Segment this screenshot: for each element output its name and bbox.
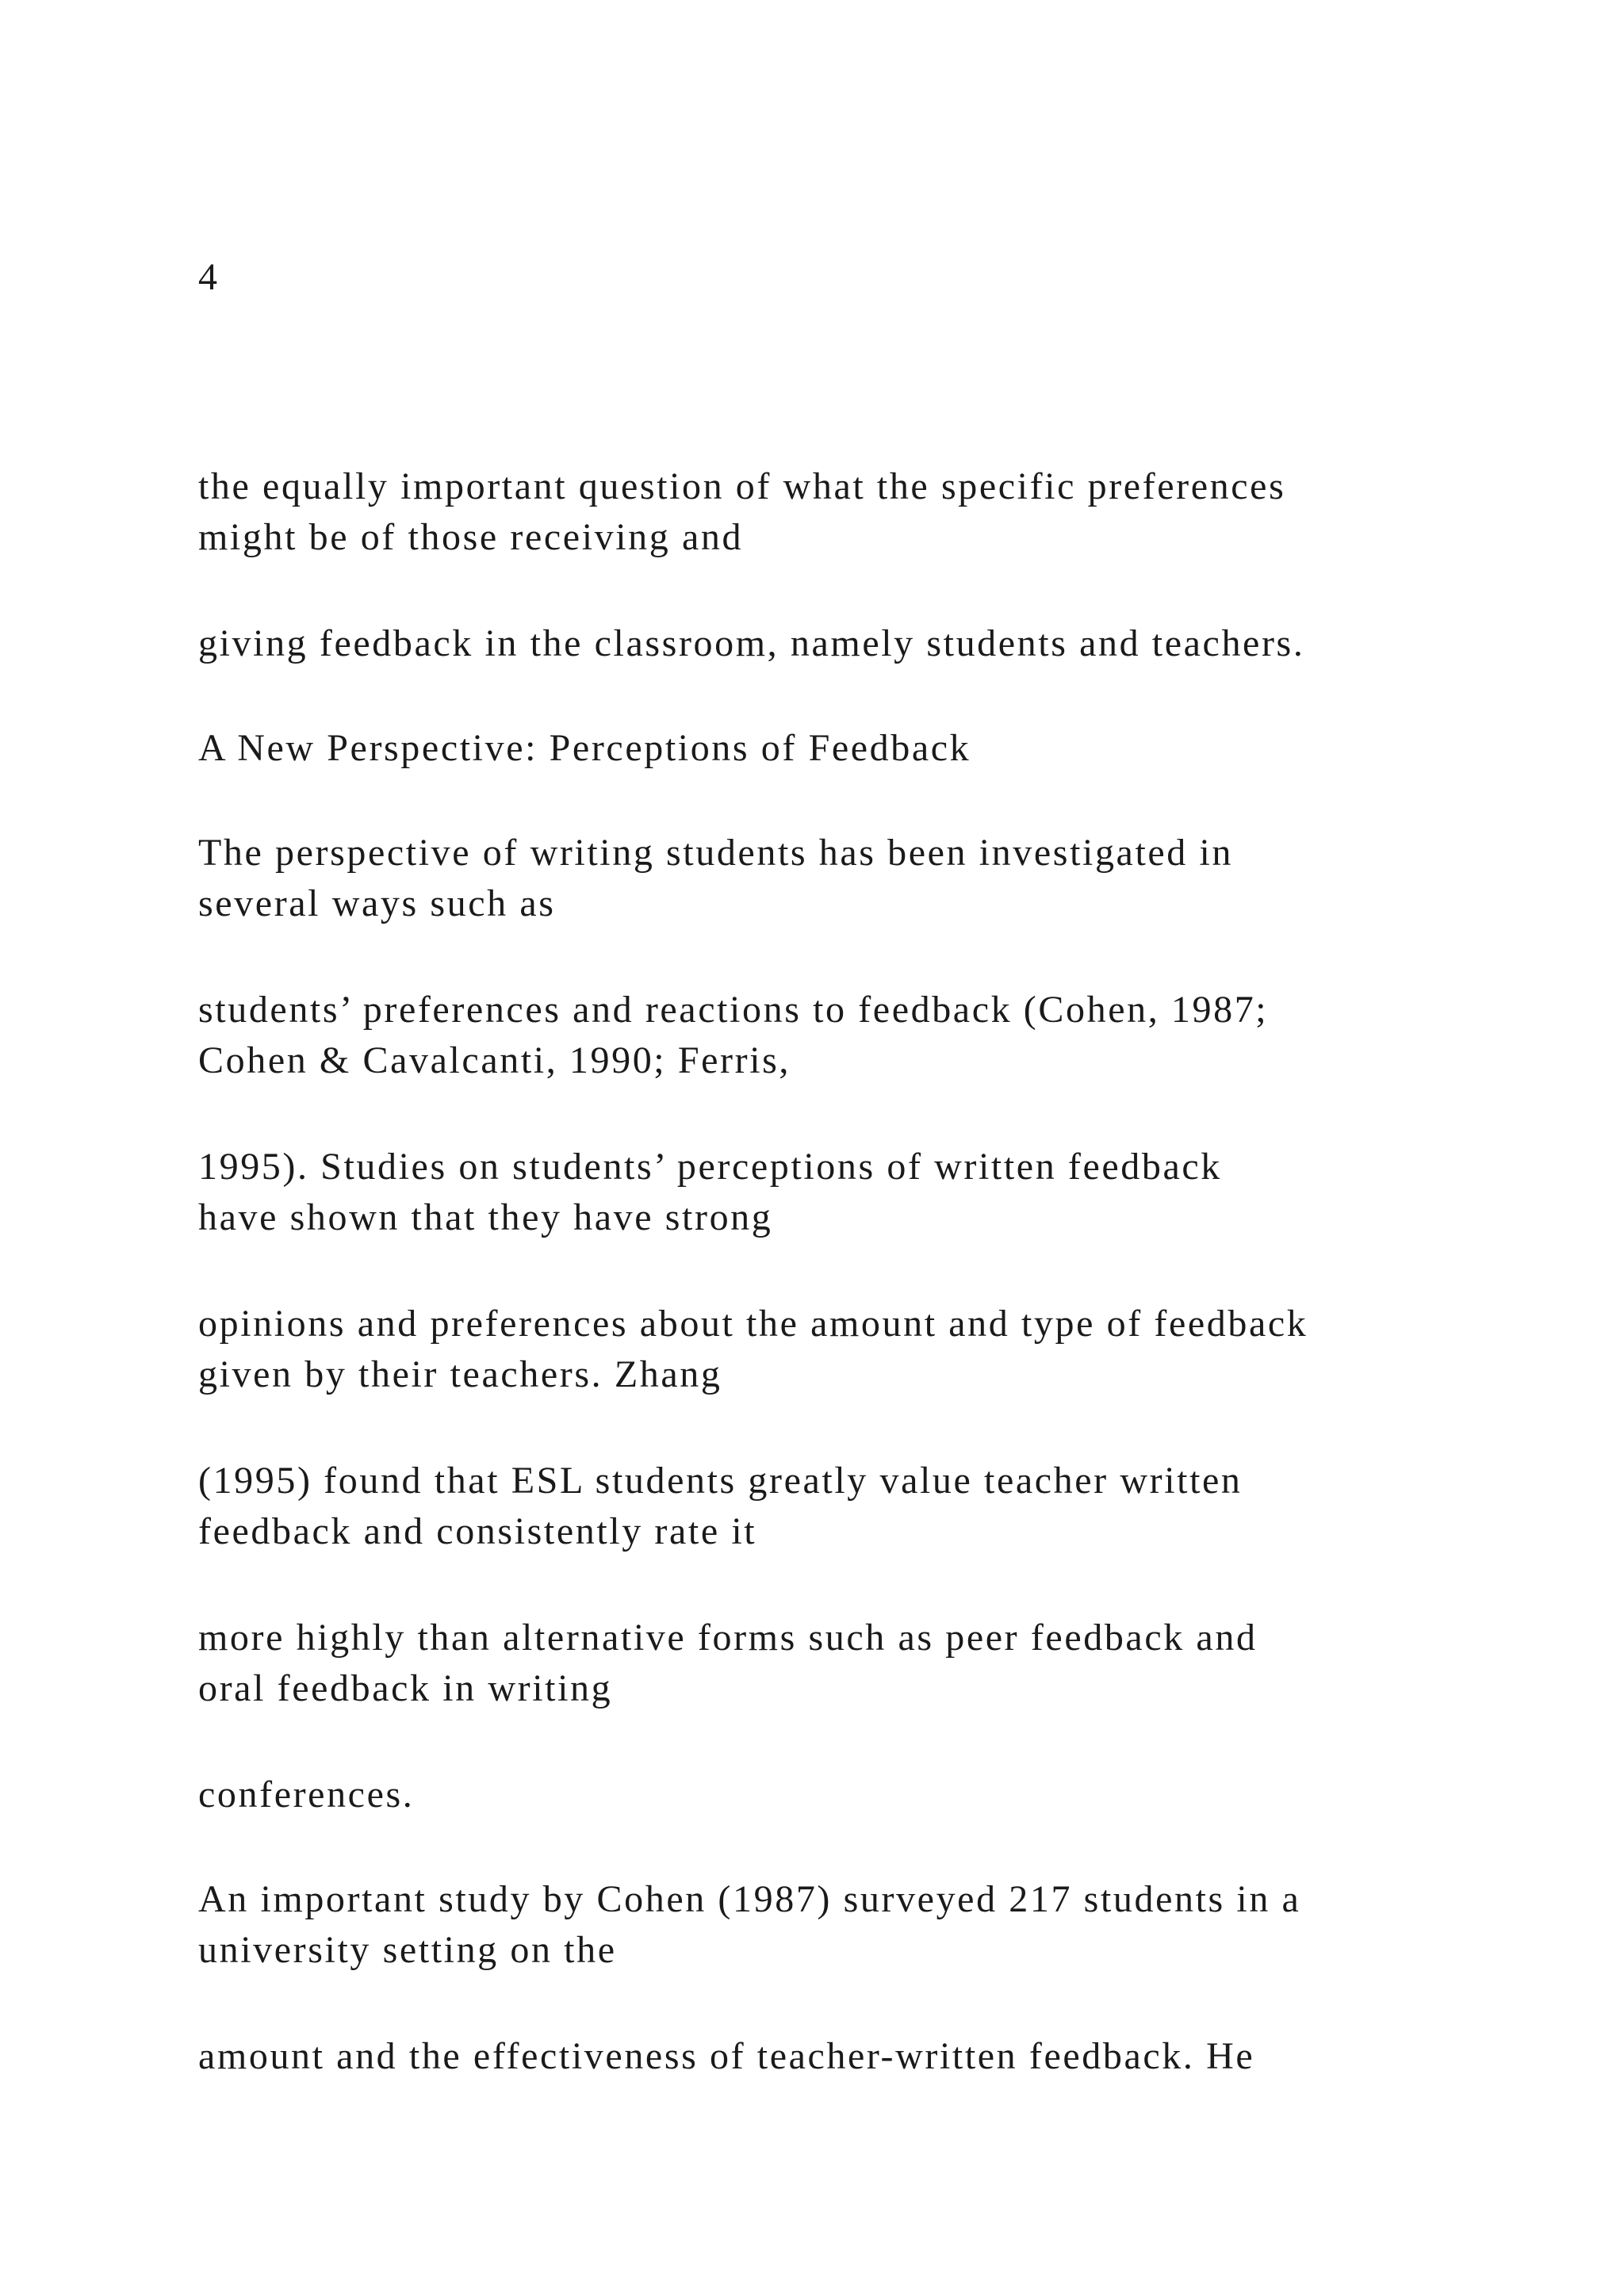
text-line: An important study by Cohen (1987) surveyed 217 students in a (198, 1878, 1301, 1920)
text-line: Cohen & Cavalcanti, 1990; Ferris, (198, 1039, 791, 1081)
text-line: more highly than alternative forms such as peer feedback and (198, 1617, 1258, 1659)
text-line: given by their teachers. Zhang (198, 1353, 722, 1395)
text-line: 1995). Studies on students’ perceptions of written feedback (198, 1146, 1222, 1188)
text-line: might be of those receiving and (198, 516, 744, 558)
text-line: have shown that they have strong (198, 1196, 773, 1238)
text-line: the equally important question of what the specific preferences (198, 465, 1286, 507)
text-line: students’ preferences and reactions to feedback (Cohen, 1987; (198, 989, 1269, 1031)
text-line: amount and the effectiveness of teacher-written feedback. He (198, 2035, 1255, 2077)
text-line: conferences. (198, 1774, 415, 1816)
text-line: (1995) found that ESL students greatly value teacher written (198, 1460, 1243, 1502)
text-line: giving feedback in the classroom, namely students and teachers. (198, 622, 1305, 664)
text-line: feedback and consistently rate it (198, 1510, 757, 1552)
text-line: several ways such as (198, 882, 556, 924)
section-heading: A New Perspective: Perceptions of Feedback (198, 727, 971, 769)
page-number: 4 (198, 256, 217, 298)
text-line: The perspective of writing students has been investigated in (198, 832, 1234, 874)
text-line: oral feedback in writing (198, 1667, 613, 1709)
text-line: opinions and preferences about the amount and type of feedback (198, 1303, 1308, 1345)
text-line: university setting on the (198, 1929, 617, 1971)
